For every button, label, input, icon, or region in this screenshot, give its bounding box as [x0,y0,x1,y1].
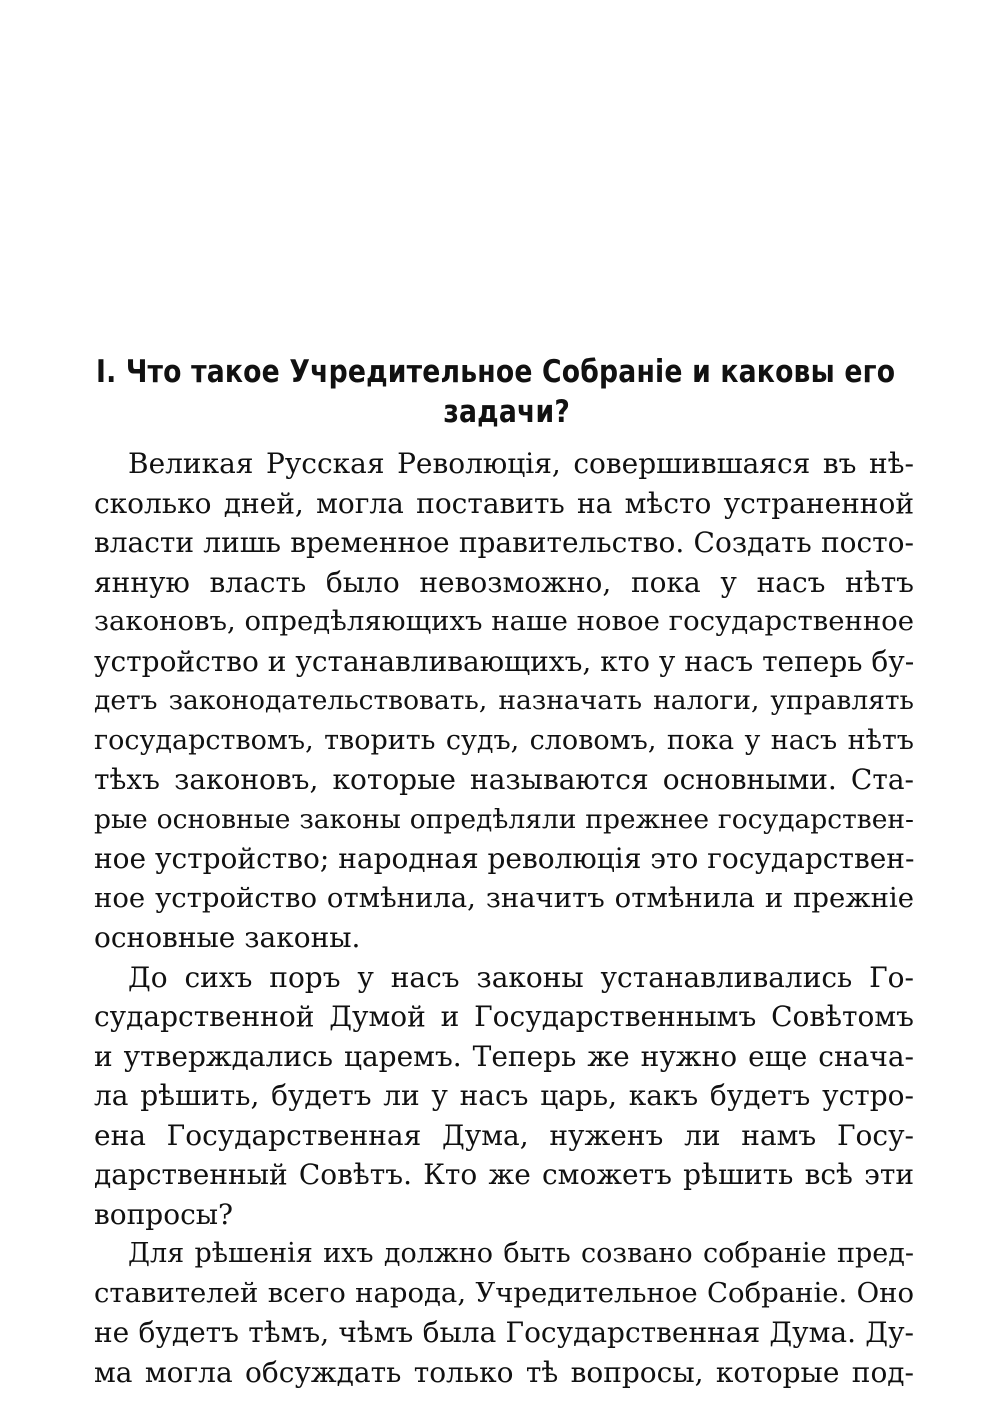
text-line: тѣхъ законовъ, которые называются основными. Ста- [94,763,914,796]
text-line: ена Государственная Дума, нуженъ ли намъ Госу- [94,1118,914,1152]
text-line: устройство и устанавливающихъ, кто у насъ теперь бу- [94,644,914,678]
text-line: сударственной Думой и Государственнымъ Совѣтомъ [94,1000,914,1033]
paragraph-3 [94,1234,914,1392]
text-line: детъ законодательствовать, назначать налоги, управлять [94,685,914,716]
text-line: дарственный Совѣтъ. Кто же сможетъ рѣшить всѣ эти [94,1158,914,1191]
text-line: и утверждались царемъ. Теперь же нужно еще снача- [94,1039,914,1073]
text-line: Великая Русская Революція, совершившаяся въ нѣ- [128,447,914,480]
text-line: основные законы. [94,921,361,954]
chapter-heading-line-1: I. Что такое Учредительное Собраніе и каковы его [96,354,896,390]
chapter-heading-line-2: задачи? [443,394,570,430]
paragraph-1 [94,444,914,958]
text-line: ставителей всего народа, Учредительное Собраніе. Оно [94,1276,914,1309]
text-line: ла рѣшить, будетъ ли у насъ царь, какъ будетъ устро- [94,1079,914,1112]
text-line: ное устройство отмѣнила, значитъ отмѣнила и прежніе [94,881,914,914]
text-line: ное устройство; народная революція это государствен- [94,842,914,875]
text-line: Для рѣшенія ихъ должно быть созвано собраніе пред- [128,1238,914,1269]
chapter-heading [96,352,896,432]
text-line: янную власть было невозможно, пока у насъ нѣтъ [94,565,914,599]
body-text [94,444,914,1392]
paragraph-2 [94,958,914,1235]
text-line: законовъ, опредѣляющихъ наше новое государственное [94,605,914,637]
text-line: государствомъ, творить судъ, словомъ, пока у насъ нѣтъ [94,724,914,756]
text-line: сколько дней, могла поставить на мѣсто устраненной [94,486,914,520]
text-line: рые основные законы опредѣляли прежнее государствен- [94,803,914,835]
text-line: вопросы? [94,1197,234,1231]
text-line: До сихъ поръ у насъ законы устанавливались Го- [128,960,914,994]
text-line: не будетъ тѣмъ, чѣмъ была Государственная Дума. Ду- [94,1316,914,1349]
text-line: ма могла обсуждать только тѣ вопросы, которые под- [94,1355,914,1389]
text-line: власти лишь временное правительство. Создать посто- [94,526,914,559]
